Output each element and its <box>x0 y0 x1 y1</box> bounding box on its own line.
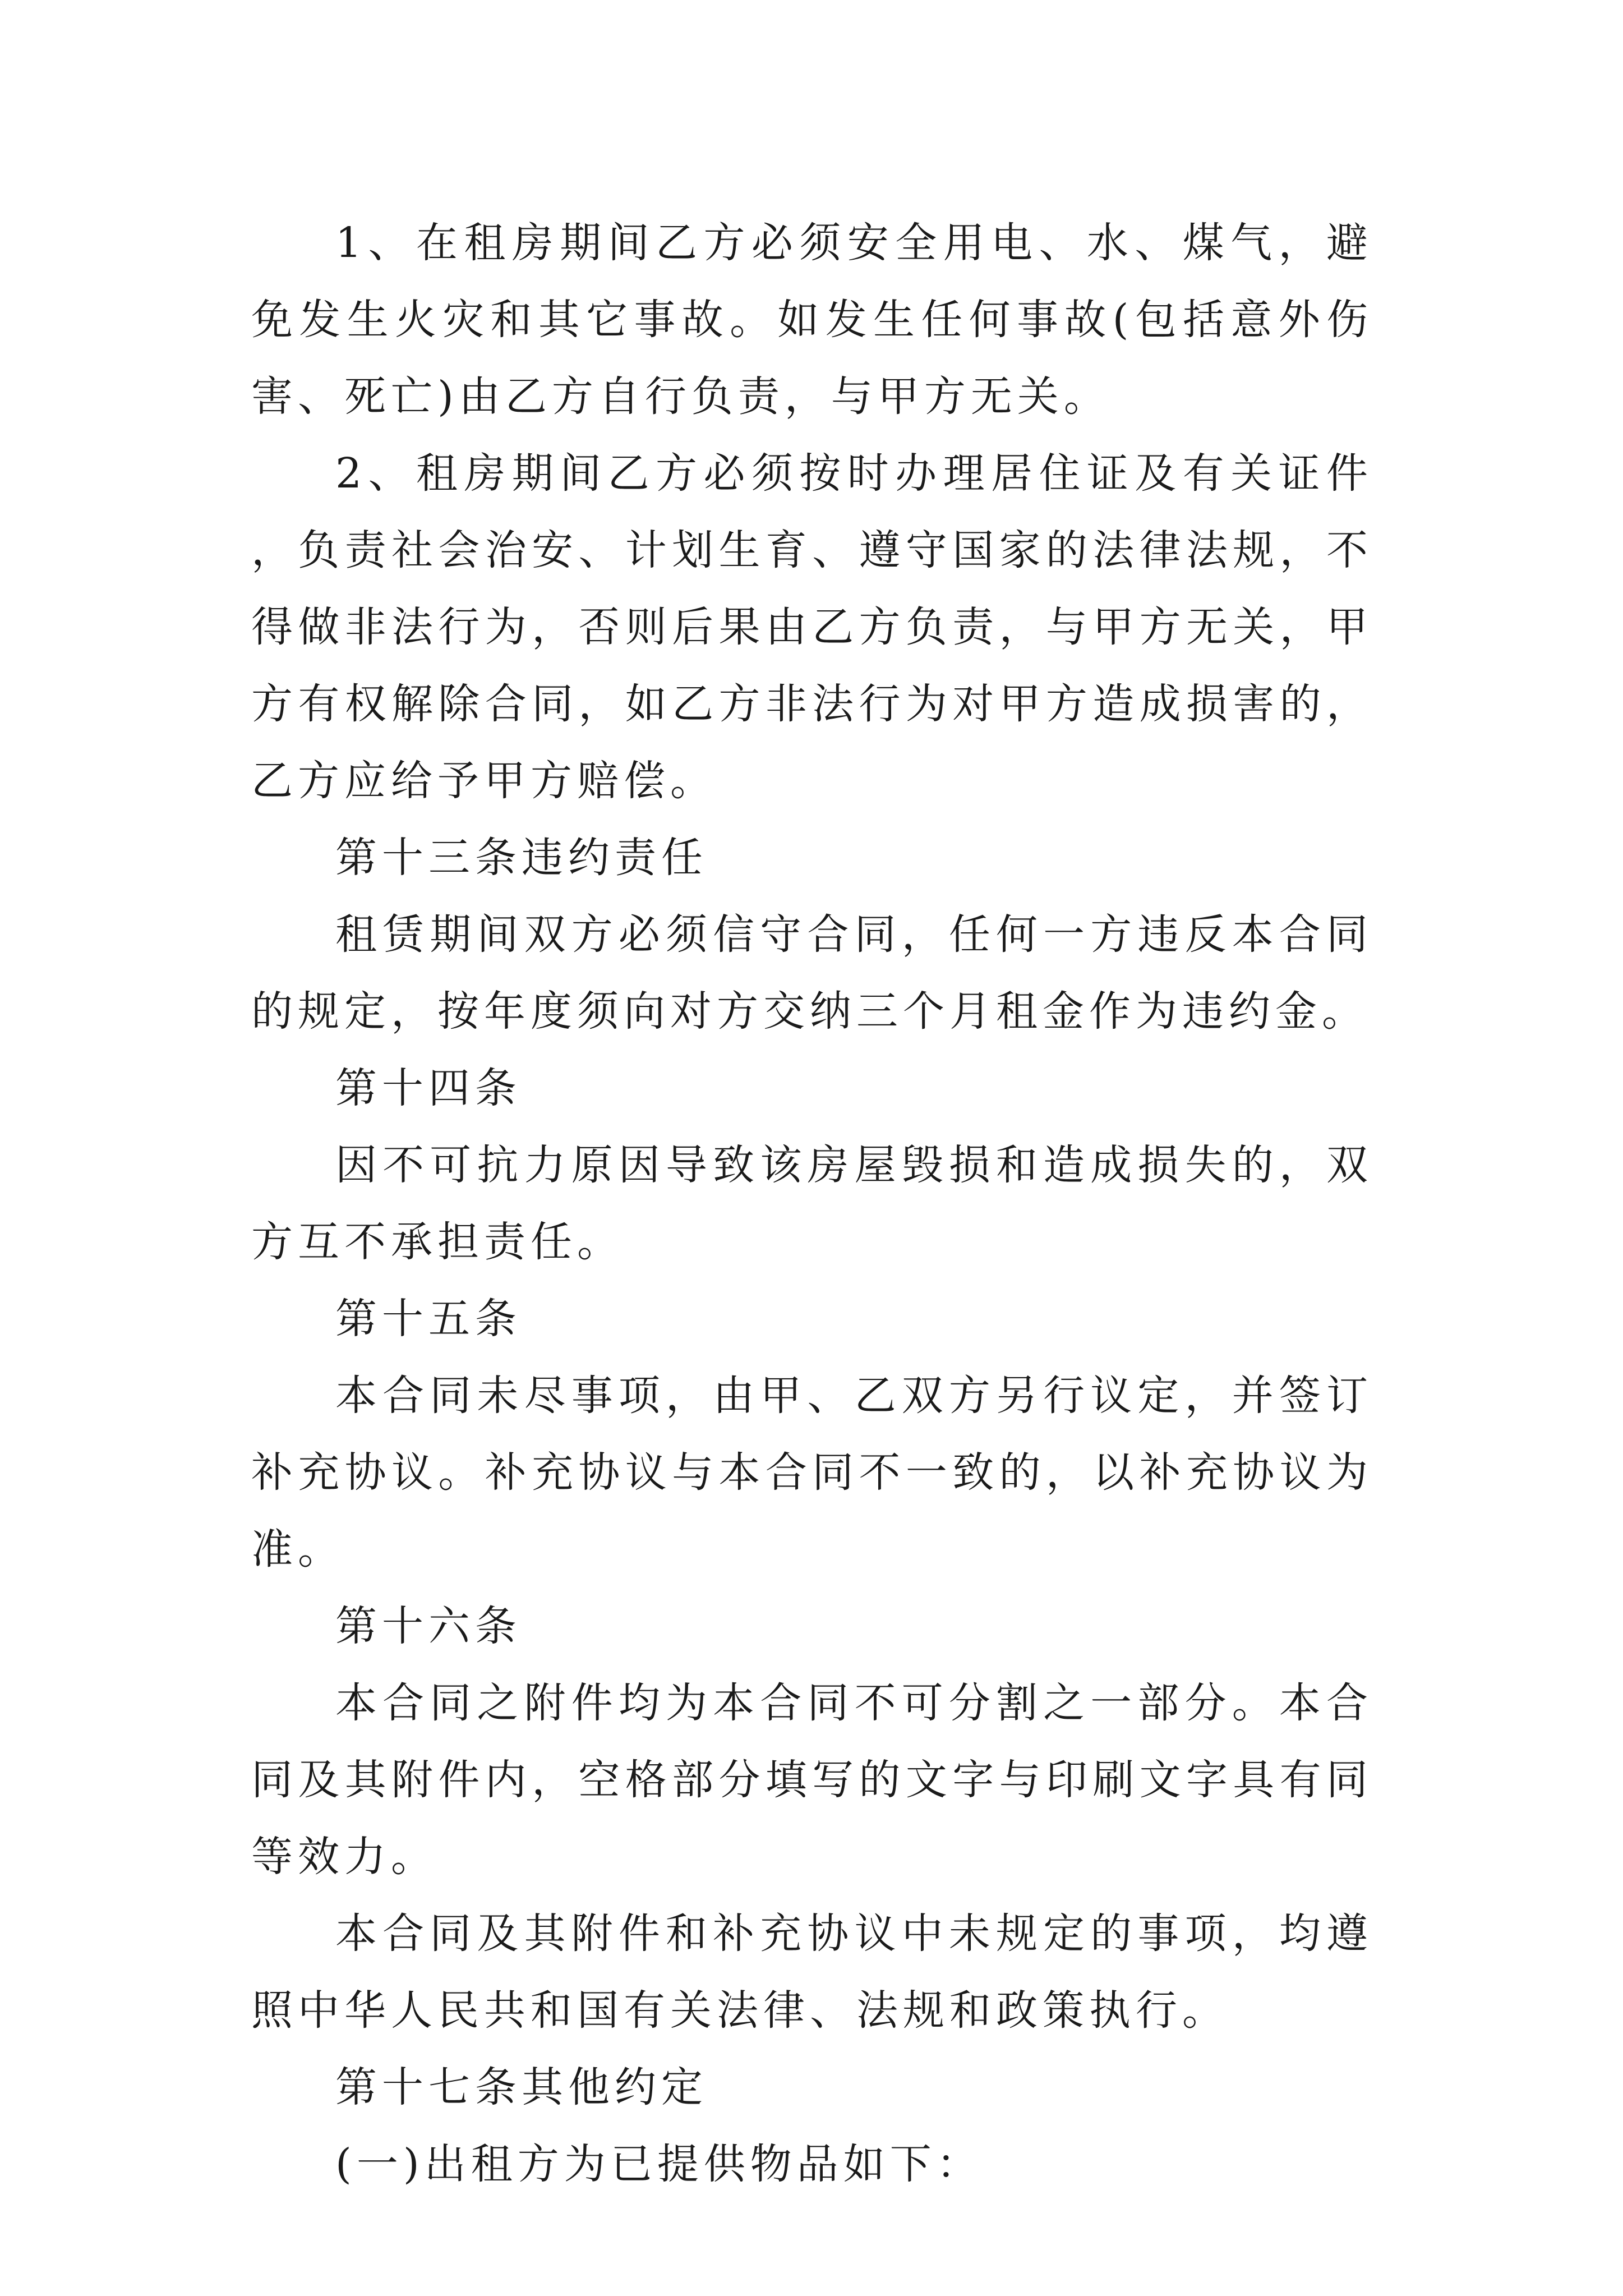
clause-12-item-2: 2、租房期间乙方必须按时办理居住证及有关证件，负责社会治安、计划生育、遵守国家的法律法规，不得做非法行为，否则后果由乙方负责，与甲方无关，甲方有权解除合同，如乙方非法行为对甲方造成损害的，乙方应给予甲方赔偿。 <box>251 449 1373 805</box>
article-13-body: 租赁期间双方必须信守合同，任何一方违反本合同的规定，按年度须向对方交纳三个月租金作为违约金。 <box>251 910 1373 1036</box>
article-17-heading: 第十七条其他约定 <box>335 2063 708 2111</box>
article-15-heading: 第十五条 <box>335 1295 522 1343</box>
document-body <box>251 205 1373 2203</box>
article-16-body-2: 本合同及其附件和补充协议中未规定的事项，均遵照中华人民共和国有关法律、法规和政策执行。 <box>251 1910 1373 2035</box>
article-16-heading: 第十六条 <box>335 1602 522 1650</box>
article-16-body-1: 本合同之附件均为本合同不可分割之一部分。本合同及其附件内，空格部分填写的文字与印刷文字具有同等效力。 <box>251 1679 1373 1881</box>
article-15-body: 本合同未尽事项，由甲、乙双方另行议定，并签订补充协议。补充协议与本合同不一致的，以补充协议为准。 <box>251 1372 1373 1573</box>
article-13-heading: 第十三条违约责任 <box>335 834 708 882</box>
article-17-item-1: (一)出租方为已提供物品如下： <box>335 2140 983 2188</box>
clause-12-item-1: 1、在租房期间乙方必须安全用电、水、煤气，避免发生火灾和其它事故。如发生任何事故(包括意外伤害、死亡)由乙方自行负责，与甲方无关。 <box>251 219 1373 421</box>
article-14-body: 因不可抗力原因导致该房屋毁损和造成损失的，双方互不承担责任。 <box>251 1141 1373 1266</box>
article-14-heading: 第十四条 <box>335 1064 522 1112</box>
